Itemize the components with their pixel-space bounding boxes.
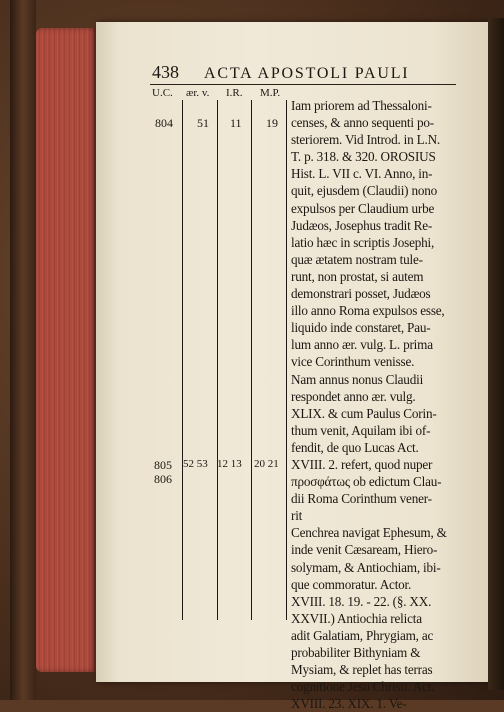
head-rule — [150, 84, 456, 85]
body-line: quæ ætatem nostram tule- — [291, 251, 423, 267]
body-line: probabiliter Bithyniam & — [291, 645, 421, 660]
body-line: vice Corinthum venisse. — [291, 354, 415, 370]
body-line: XVIII. 2. refert, quod nuper — [291, 456, 433, 472]
column-header-uc: U.C. — [152, 87, 173, 99]
body-line: XXVII.) Antiochia relicta — [291, 610, 422, 626]
body-line: XVIII. 23. XIX. 1. Ve- — [291, 696, 407, 712]
body-text — [291, 97, 461, 712]
column-rule-1 — [182, 100, 183, 620]
running-head — [152, 62, 462, 84]
body-line: liquido inde constaret, Pau- — [291, 320, 431, 336]
body-line: que commoratur. Actor. — [291, 576, 412, 592]
entry-2-mp: 20 21 — [254, 458, 279, 470]
body-line: XLIX. & cum Paulus Corin- — [291, 405, 437, 421]
book-spine — [10, 0, 36, 700]
body-line: προσφάτως ob edictum Clau- — [291, 474, 442, 490]
column-header-ir: I.R. — [226, 87, 243, 99]
body-line: T. p. 318. & 320. OROSIUS — [291, 149, 436, 165]
body-line: fendit, de quo Lucas Act. — [291, 439, 419, 455]
body-line: XVIII. 18. 19. - 22. (§. XX. — [291, 593, 432, 609]
body-line: censes, & anno sequenti po- — [291, 115, 434, 131]
body-line: Nam annus nonus Claudii — [291, 371, 424, 387]
running-title: ACTA APOSTOLI PAULI — [204, 65, 410, 82]
entry-1-aer-v: 51 — [197, 116, 209, 130]
body-line: inde venit Cæsaream, Hiero- — [291, 542, 438, 558]
body-line: dii Roma Corinthum vener- — [291, 491, 432, 507]
body-line: solymam, & Antiochiam, ibi- — [291, 559, 441, 575]
body-line: respondet anno ær. vulg. — [291, 388, 416, 404]
column-rule-3 — [251, 100, 252, 620]
body-line: latio hæc in scriptis Josephi, — [291, 234, 435, 250]
page-number: 438 — [152, 62, 179, 82]
entry-1-uc: 804 — [155, 116, 173, 130]
body-line: quit, ejusdem (Claudii) nono — [291, 183, 438, 199]
body-line: steriorem. Vid Introd. in L.N. — [291, 132, 440, 148]
body-line: runt, non prostat, si autem — [291, 268, 424, 284]
column-rule-2 — [217, 100, 218, 620]
body-line: illo anno Roma expulsos esse, — [291, 303, 445, 319]
body-line: cognitione Jesu Christi. Act. — [291, 679, 435, 695]
entry-2-aer-v: 52 53 — [183, 458, 208, 470]
column-rule-4 — [286, 100, 287, 620]
red-page-edges — [36, 28, 98, 672]
body-line: adit Galatiam, Phrygiam, ac — [291, 627, 434, 643]
body-line: thum venit, Aquilam ibi of- — [291, 422, 431, 438]
entry-2-ir: 12 13 — [217, 458, 242, 470]
body-line: demonstrari posset, Judæos — [291, 286, 431, 302]
facing-page-shadow — [488, 18, 504, 690]
body-line: Judæos, Josephus tradit Re- — [291, 217, 433, 233]
entry-1-mp: 19 — [266, 116, 278, 130]
body-line: Cenchrea navigat Ephesum, & — [291, 525, 447, 541]
body-line: Iam priorem ad Thessaloni- — [291, 98, 432, 113]
body-line: expulsos per Claudium urbe — [291, 200, 435, 216]
body-line: rit — [291, 508, 303, 524]
entry-2-uc: 805 806 — [154, 458, 172, 486]
body-line: Mysiam, & replet has terras — [291, 662, 433, 678]
body-line: lum anno ær. vulg. L. prima — [291, 337, 433, 353]
entry-1-ir: 11 — [230, 116, 242, 130]
column-header-aer-v: ær. v. — [186, 87, 210, 99]
column-header-mp: M.P. — [260, 87, 281, 99]
body-line: Hist. L. VII c. VI. Anno, in- — [291, 166, 433, 182]
